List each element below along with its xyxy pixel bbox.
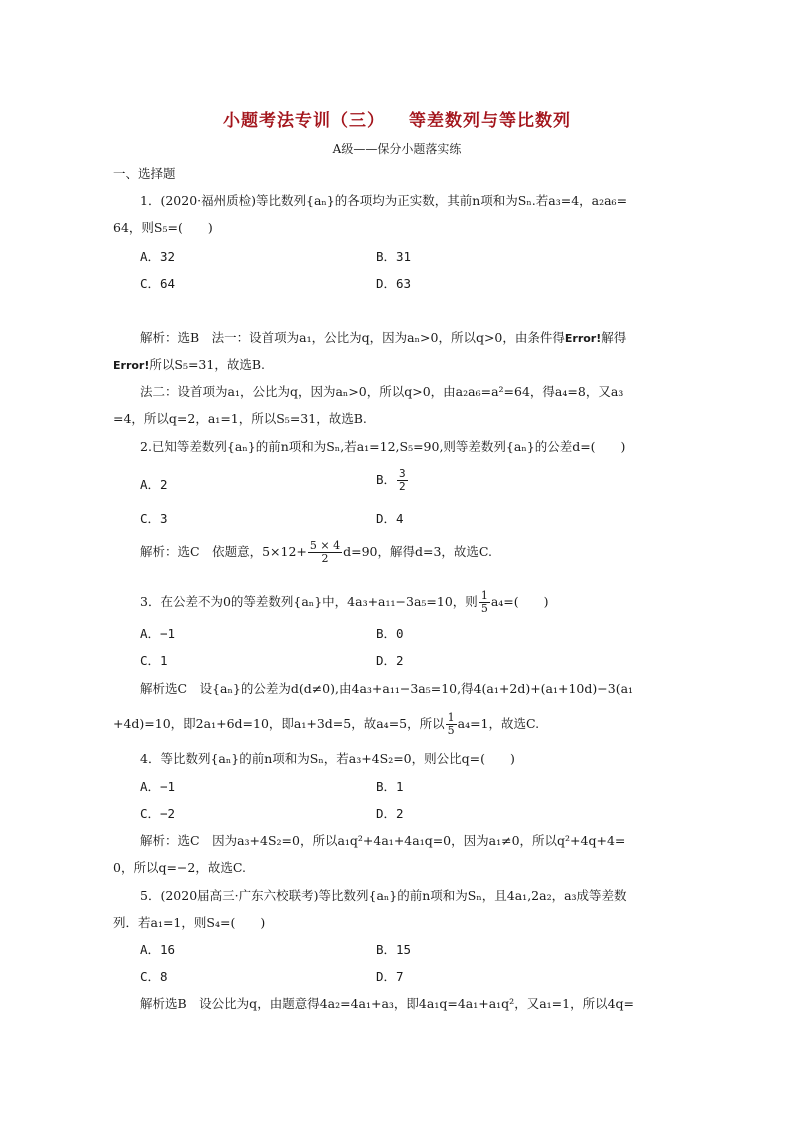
q2-solution-text: 解析：选C 依题意，5×12+ [140, 544, 307, 559]
q3-stem-fraction [479, 590, 490, 615]
q1-solution-text: 解析：选B 法一：设首项为a₁，公比为q，因为aₙ>0，所以q>0，由条件得 [140, 330, 565, 345]
fraction-denominator: 5 [447, 724, 455, 737]
q1-solution-line2 [113, 357, 265, 374]
q1-solution-line3: 法二：设首项为a₁，公比为q，因为aₙ>0，所以q>0，由a₂a₆=a²=64，得a₄=8，又a₃ [140, 384, 624, 399]
q5-option-d: D．7 [376, 969, 404, 984]
q3-option-d: D．2 [376, 653, 404, 668]
q3-option-c: C．1 [140, 653, 168, 668]
q5-stem-line1: 5．(2020届高三·广东六校联考)等比数列{aₙ}的前n项和为Sₙ，且4a₁,2a₂，a₃成等差数 [140, 888, 627, 903]
q3-stem [140, 590, 549, 615]
q1-solution-line1 [140, 330, 626, 347]
q5-option-b: B．15 [376, 942, 412, 957]
q3-solution-text-b: a₄=1，故选C. [457, 716, 540, 731]
fraction-denominator: 2 [399, 480, 406, 493]
fraction-numerator: 1 [447, 711, 455, 724]
q2-option-c: C．3 [140, 511, 168, 526]
q2-solution-text-b: d=90，解得d=3，故选C. [343, 544, 492, 559]
section-heading: 一、选择题 [113, 166, 176, 181]
q1-solution-text-c: 所以S₅=31，故选B. [149, 357, 265, 372]
page-title [0, 106, 794, 131]
title-left: 小题考法专训（三） [223, 111, 385, 131]
q5-solution-line1: 解析选B 设公比为q，由题意得4a₂=4a₁+a₃，即4a₁q=4a₁+a₁q²，又a₁=1，所以4q= [140, 996, 635, 1011]
q2-option-d: D．4 [376, 511, 404, 526]
q4-option-c: C．−2 [140, 806, 176, 821]
q4-option-a: A．−1 [140, 779, 176, 794]
q1-error-marker-2: Error! [113, 359, 150, 372]
title-right: 等差数列与等比数列 [409, 111, 571, 131]
q1-option-a: A．32 [140, 249, 176, 264]
page-subtitle: A级——保分小题落实练 [332, 142, 462, 156]
q3-solution-fraction [446, 712, 457, 737]
q2-solution [140, 540, 492, 565]
q4-solution-line1: 解析：选C 因为a₃+4S₂=0，所以a₁q²+4a₁+4a₁q=0，因为a₁≠0，所以q²+4q+4= [140, 833, 626, 848]
q3-option-a: A．−1 [140, 626, 176, 641]
q3-solution-text: +4d)=10，即2a₁+6d=10，即a₁+3d=5，故a₄=5，所以 [113, 716, 445, 731]
q1-solution-line4: =4，所以q=2，a₁=1，所以S₅=31，故选B. [113, 411, 367, 426]
q4-solution-line2: 0，所以q=−2，故选C. [113, 860, 246, 875]
q1-option-c: C．64 [140, 276, 176, 291]
q4-option-b: B．1 [376, 779, 404, 794]
q1-stem-line2: 64，则S₅=( ) [113, 220, 213, 235]
q2-option-b-label: B． [376, 472, 397, 487]
q3-stem-text: 3．在公差不为0的等差数列{aₙ}中，4a₃+a₁₁−3a₅=10，则 [140, 594, 478, 609]
q5-option-c: C．8 [140, 969, 168, 984]
q3-solution-line2 [113, 712, 539, 737]
fraction-denominator: 5 [480, 602, 488, 615]
fraction-numerator: 1 [480, 589, 488, 602]
q2-option-b-fraction [397, 468, 408, 493]
fraction-numerator: 3 [399, 467, 406, 480]
q1-solution-text-b: 解得 [601, 330, 627, 345]
q4-option-d: D．2 [376, 806, 404, 821]
q2-option-a: A．2 [140, 477, 168, 492]
q2-solution-fraction [308, 540, 342, 565]
q4-stem: 4．等比数列{aₙ}的前n项和为Sₙ，若a₃+4S₂=0，则公比q=( ) [140, 751, 515, 766]
fraction-denominator: 2 [321, 552, 329, 565]
fraction-numerator: 5 × 4 [309, 539, 341, 552]
q3-stem-text-b: a₄=( ) [490, 594, 549, 609]
q2-option-b [376, 468, 409, 493]
q3-solution-line1: 解析选C 设{aₙ}的公差为d(d≠0),由4a₃+a₁₁−3a₅=10,得4(a₁+2d)+(a₁+10d)−3(a₁ [140, 681, 634, 696]
q1-stem-line1: 1．(2020·福州质检)等比数列{aₙ}的各项均为正实数，其前n项和为Sₙ.若a₃=4，a₂a₆= [140, 193, 628, 208]
q1-option-d: D．63 [376, 276, 412, 291]
q2-stem: 2.已知等差数列{aₙ}的前n项和为Sₙ,若a₁=12,S₅=90,则等差数列{aₙ}的公差d=( ) [140, 439, 626, 454]
q5-stem-line2: 列．若a₁=1，则S₄=( ) [113, 915, 266, 930]
q3-option-b: B．0 [376, 626, 404, 641]
q1-error-marker: Error! [564, 332, 602, 345]
q1-option-b: B．31 [376, 249, 412, 264]
q5-option-a: A．16 [140, 942, 176, 957]
